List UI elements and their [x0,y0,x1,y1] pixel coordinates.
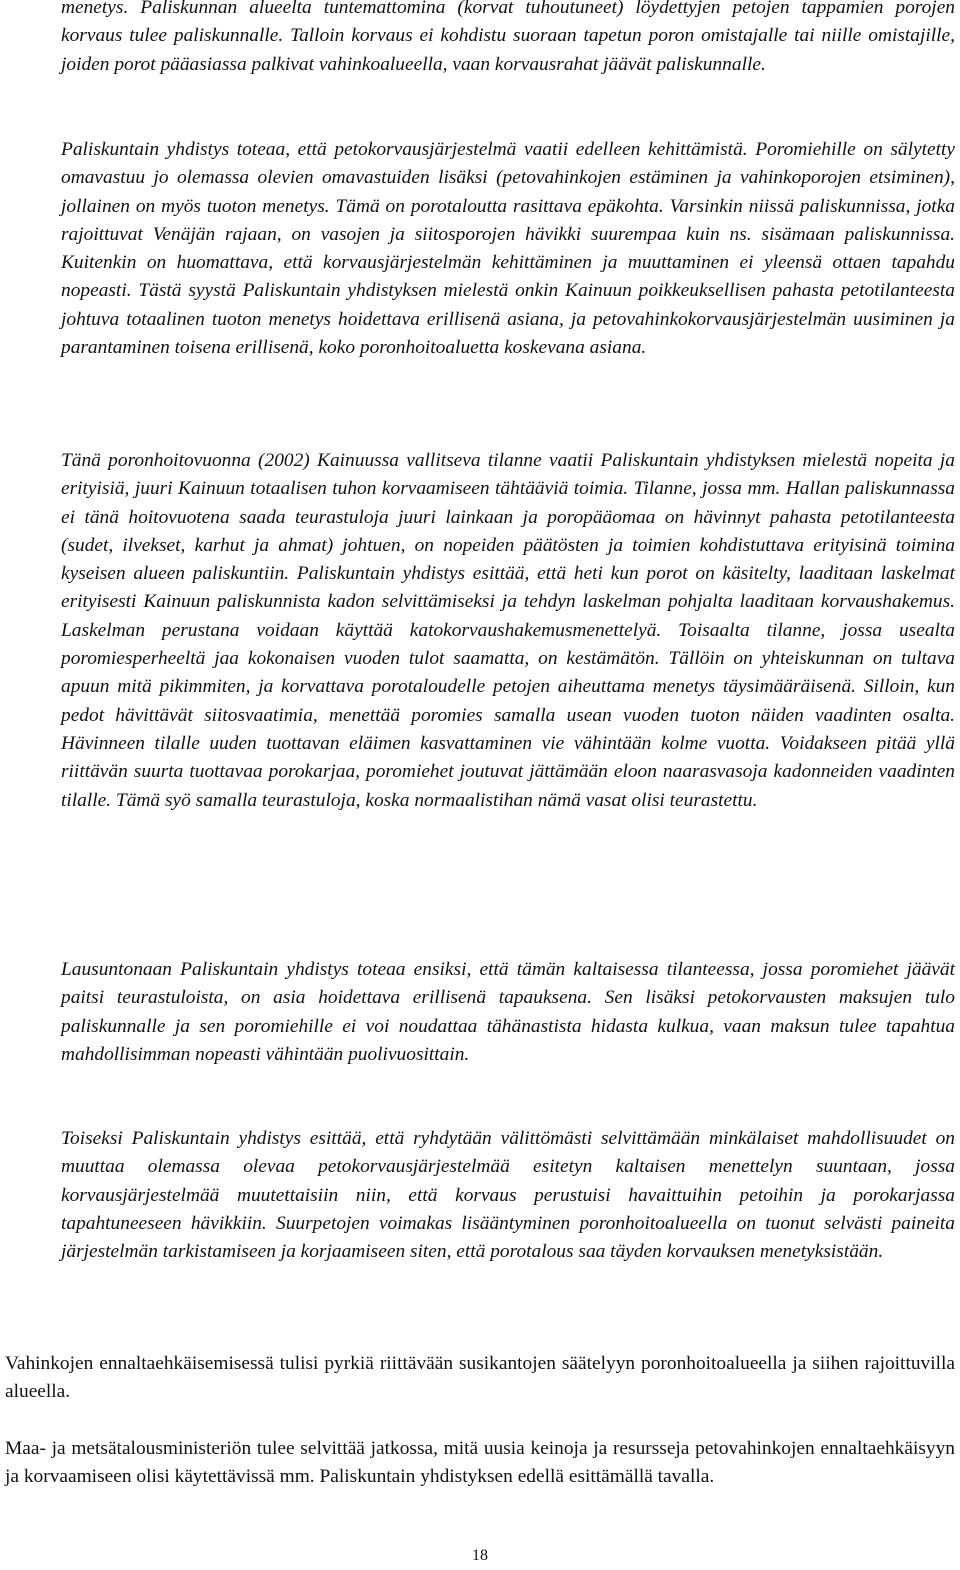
paragraph-kainuu-situation: Tänä poronhoitovuonna (2002) Kainuussa vallitseva tilanne vaatii Paliskuntain yhdistyksen mielestä nopeita ja erityisiä, juuri Kainuun totaalisen tuhon korvaamiseen tähtääviä toimia. Tilanne, jossa mm. Hallan paliskunnassa ei tänä hoitovuotena saada teurastuloja juuri lainkaan ja poropääomaa on hävinnyt pahasta petotilanteesta (sudet, ilvekset, karhut ja ahmat) johtuen, on nopeiden päätösten ja toimien kohdistuttava erityisinä toimina kyseisen alueen paliskuntiin. Paliskuntain yhdistys esittää, että heti kun porot on käsitelty, laaditaan laskelmat erityisesti Kainuun paliskunnista kadon selvittämiseksi ja tehdyn laskelman pohjalta laaditaan korvaushakemus. Laskelman perustana voidaan käyttää katokorvaushakemusmenettelyä. Toisaalta tilanne, jossa usealta poromiesperheeltä jaa kokonaisen vuoden tulot saamatta, on kestämätön. Tällöin on yhteiskunnan on tultava apuun mitä pikimmiten, ja korvattava porotaloudelle petojen aiheuttama menetys täysimääräisenä. Silloin, kun pedot hävittävät siitosvaatimia, menettää poromies samalla usean vuoden tuoton näiden vaadinten osalta. Hävinneen tilalle uuden tuottavan eläimen kasvattaminen vie vähintään kolme vuotta. Voidakseen pitää yllä riittävän suurta tuottavaa porokarjaa, poromiehet joutuvat jättämään eloon naarasvasoja kadonneiden vaadinten tilalle. Tämä syö samalla teurastuloja, koska normaalistihan nämä vasat olisi teurastettu. [61,450,955,811]
paragraph-ministry-investigation: Maa- ja metsätalousministeriön tulee selvittää jatkossa, mitä uusia keinoja ja resursseja petovahinkojen ennaltaehkäisyyn ja korvaamiseen olisi käytettävissä mm. Paliskuntain yhdistyksen edellä esittämällä tavalla. [5,1438,955,1488]
paragraph-statement-second: Toiseksi Paliskuntain yhdistys esittää, että ryhdytään välittömästi selvittämään minkälaiset mahdollisuudet on muuttaa olemassa olevaa petokorvausjärjestelmää esitetyn kaltaisen menettelyn suuntaan, jossa korvausjärjestelmää muutettaisiin niin, että korvaus perustuisi havaittuihin petoihin ja porokarjassa tapahtuneeseen hävikkiin. Suurpetojen voimakas lisääntyminen poronhoitoalueella on tuonut selvästi paineita järjestelmän tarkistamiseen ja korjaamiseen siten, että porotalous saa täyden korvauksen menetyksistään. [61,1128,955,1263]
paragraph-compensation-system-development: Paliskuntain yhdistys toteaa, että petokorvausjärjestelmä vaatii edelleen kehittämistä. Poromiehille on sälytetty omavastuu jo olemassa olevien omavastuiden lisäksi (petovahinkojen estäminen ja vahinkoporojen etsiminen), jollainen on myös tuoton menetys. Tämä on porotaloutta rasittava epäkohta. Varsinkin niissä paliskunnissa, jotka rajoittuvat Venäjän rajaan, on vasojen ja siitosporojen hävikki suurempaa kuin ns. sisämaan paliskunnissa. Kuitenkin on huomattava, että korvausjärjestelmän kehittäminen ja muuttaminen ei yleensä ottaen tapahdu nopeasti. Tästä syystä Paliskuntain yhdistyksen mielestä onkin Kainuun poikkeuksellisen pahasta petotilanteesta johtuva totaalinen tuoton menetys hoidettava erillisenä asiana, ja petovahinkokorvausjärjestelmän uusiminen ja parantaminen toisena erillisenä, koko poronhoitoaluetta koskevana asiana. [61,139,955,359]
paragraph-compensation-to-herding-cooperative: menetys. Paliskunnan alueelta tuntemattomina (korvat tuhoutuneet) löydettyjen petojen tappamien porojen korvaus tulee paliskunnalle. Talloin korvaus ei kohdistu suoraan tapetun poron omistajalle tai niille omistajille, joiden porot pääasiassa palkivat vahinkoalueella, vaan korvausrahat jäävät paliskunnalle. [61,0,955,75]
paragraph-wolf-population-regulation: Vahinkojen ennaltaehkäisemisessä tulisi pyrkiä riittävään susikantojen säätelyyn poronhoitoalueella ja siihen rajoittuvilla alueella. [5,1353,955,1403]
paragraph-statement-first: Lausuntonaan Paliskuntain yhdistys toteaa ensiksi, että tämän kaltaisessa tilanteessa, jossa poromiehet jäävät paitsi teurastuloista, on asia hoidettava erillisenä tapauksena. Sen lisäksi petokorvausten maksujen tulo paliskunnalle ja sen poromiehille ei voi noudattaa tähänastista hidasta kulkua, vaan maksun tulee tapahtua mahdollisimman nopeasti vähintään puolivuosittain. [61,959,955,1065]
page-number: 18 [472,1547,488,1564]
